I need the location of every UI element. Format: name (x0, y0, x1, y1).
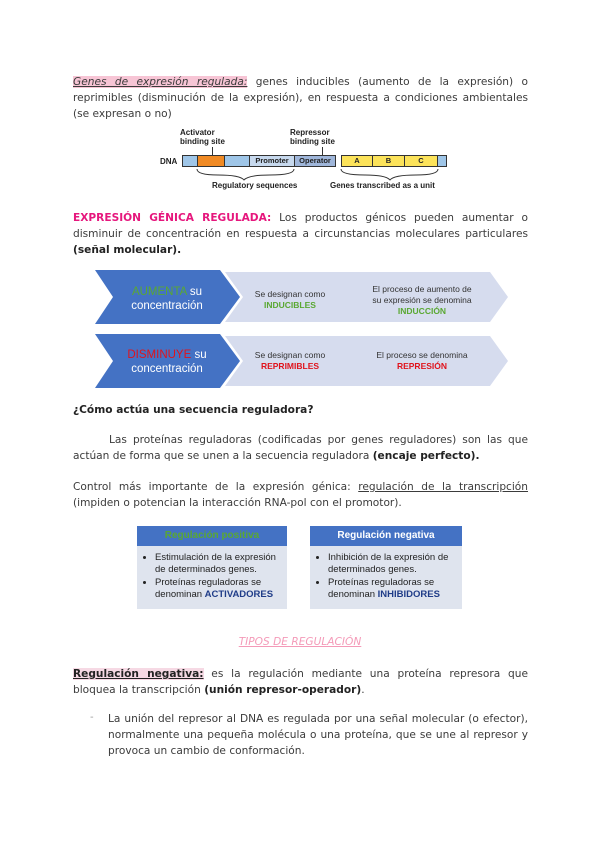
bullet-item-text: La unión del represor al DNA es regulada por una señal molecular (o efector), normalmente una pequeña molécula o una proteína, que se une al represor y provoca un cambio de conformación. (108, 713, 528, 757)
negative-reg-paragraph: Regulación negativa: es la regulación mediante una proteína represora que bloquea la transcripción (unión represor-operador). (73, 668, 528, 696)
chevron-4-text: DISMINUYE su concentración (127, 349, 207, 375)
positive-box-title: Regulación positiva (137, 526, 287, 546)
negative-regulation-box (310, 526, 462, 609)
dna-segment (437, 155, 447, 167)
intro-paragraph (73, 74, 528, 122)
negative-item-1: • Inhibición de la expresión de determinados genes. (328, 552, 462, 575)
dna-diagram (160, 128, 450, 192)
regulated-term: EXPRESIÓN GÉNICA REGULADA: (73, 212, 272, 224)
chevron-6-text: El proceso se denomina REPRESIÓN (376, 350, 468, 371)
dna-label: DNA (160, 157, 178, 166)
activator-site (197, 155, 225, 167)
regulated-text: Los productos génicos pueden aumentar o disminuir de concentración en respuesta a circunstancias moleculares particulares (73, 212, 528, 240)
dna-segment (224, 155, 250, 167)
chevron-2-text: Se designan como INDUCIBLES (254, 289, 326, 310)
regulatory-label: Regulatory sequences (212, 181, 298, 190)
positive-regulation-box (137, 526, 287, 609)
gene-b: B (372, 155, 405, 167)
question-heading: ¿Cómo actúa una secuencia reguladora? (73, 404, 314, 416)
intro-text: genes inducibles (aumento de la expresión) o reprimibles (disminución de la expresión), en respuesta a condiciones ambientales (se expresan o no) (73, 76, 528, 120)
control-paragraph: Control más importante de la expresión génica: regulación de la transcripción (impiden o potencian la interacción RNA-pol con el promotor). (73, 481, 529, 509)
bullet-marker: - (90, 712, 94, 723)
negative-box-title: Regulación negativa (310, 526, 462, 546)
proteins-paragraph: Las proteínas reguladoras (codificadas por genes reguladores) son las que actúan de forma que se unen a la secuencia reguladora (encaje perfecto). (73, 434, 528, 462)
operator-segment: Operator (294, 155, 336, 167)
chevron-5-text: Se designan como REPRIMIBLES (254, 350, 326, 371)
positive-item-2: • Proteínas reguladoras se denominan ACTIVADORES (155, 577, 287, 600)
positive-item-1: • Estimulación de la expresión de determinados genes. (155, 552, 287, 575)
dna-segment (182, 155, 198, 167)
transcribed-label: Genes transcribed as a unit (330, 181, 435, 190)
intro-term: Genes de expresión regulada: (73, 76, 248, 88)
regulated-paragraph (73, 210, 528, 258)
types-title: TIPOS DE REGULACIÓN (238, 636, 362, 648)
promoter-segment: Promoter (249, 155, 295, 167)
chevron-3-text: El proceso de aumento de su expresión se denomina INDUCCIÓN (372, 284, 472, 316)
activator-label: Activator binding site (180, 128, 225, 146)
gene-c: C (404, 155, 438, 167)
regulated-bold: (señal molecular). (73, 244, 182, 256)
negative-item-2: • Proteínas reguladoras se denominan INHIBIDORES (328, 577, 462, 600)
gene-a: A (341, 155, 373, 167)
chevron-1-text: AUMENTA su concentración (131, 286, 203, 312)
repressor-label: Repressor binding site (290, 128, 335, 146)
